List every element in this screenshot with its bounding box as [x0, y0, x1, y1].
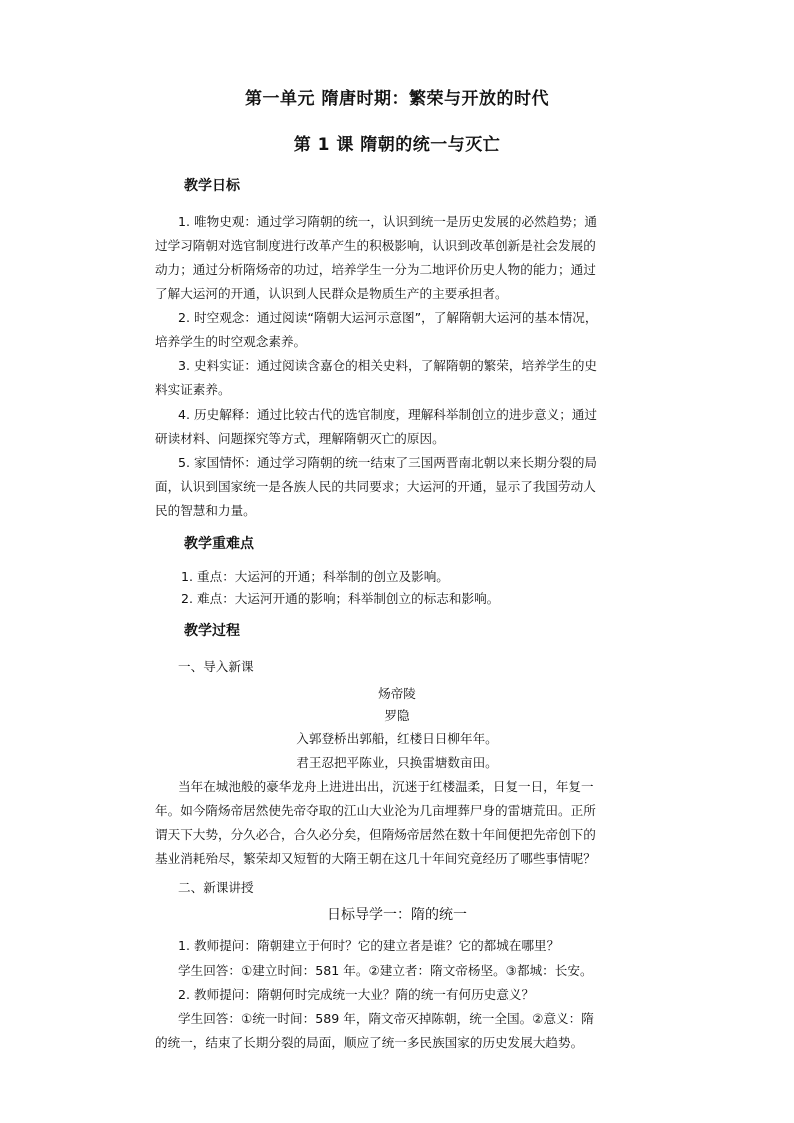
objective-5-line-1: 5. 家国情怀：通过学习隋朝的统一结束了三国两晋南北朝以来长期分裂的局 — [178, 455, 598, 470]
objective-1-line-4: 了解大运河的开通，认识到人民群众是物质生产的主要承担者。 — [155, 286, 508, 301]
poem-title: 炀帝陵 — [378, 686, 416, 701]
qa-line-3: 2. 教师提问：隋朝何时完成统一大业？隋的统一有何历史意义？ — [178, 987, 535, 1002]
intro-line-4: 基业消耗殆尽，繁荣却又短暂的大隋王朝在这几十年间究竟经历了哪些事情呢？ — [155, 851, 596, 866]
poem-line-1: 入郭登桥出郭船，红楼日日柳年年。 — [296, 731, 498, 746]
objective-4-line-2: 研读材料、问题探究等方式，理解隋朝灭亡的原因。 — [155, 431, 445, 446]
qa-line-5: 的统一，结束了长期分裂的局面，顺应了统一多民族国家的历史发展大趋势。 — [155, 1035, 584, 1050]
process-heading: 教学过程 — [184, 623, 240, 639]
objective-1-line-2: 过学习隋朝对选官制度进行改革产生的积极影响，认识到改革创新是社会发展的 — [155, 238, 596, 253]
part1-heading: 一、导入新课 — [178, 659, 254, 674]
qa-line-4: 学生回答：①统一时间：589 年，隋文帝灭掉陈朝，统一全国。②意义：隋 — [178, 1011, 594, 1026]
objective-1-line-3: 动力；通过分析隋炀帝的功过，培养学生一分为二地评价历史人物的能力；通过 — [155, 262, 596, 277]
intro-line-2: 年。如今隋炀帝居然使先帝夺取的江山大业沦为几亩埋葬尸身的雷塘荒田。正所 — [155, 803, 596, 818]
objective-5-line-2: 面，认识到国家统一是各族人民的共同要求；大运河的开通，显示了我国劳动人 — [155, 479, 596, 494]
part2-heading: 二、新课讲授 — [178, 880, 254, 895]
objective-4-line-1: 4. 历史解释：通过比较古代的选官制度，理解科举制创立的进步意义；通过 — [178, 407, 598, 422]
poem-line-2: 君王忍把平陈业，只换雷塘数亩田。 — [296, 755, 498, 770]
qa-line-1: 1. 教师提问：隋朝建立于何时？它的建立者是谁？它的都城在哪里？ — [178, 938, 560, 953]
poem-author: 罗隐 — [384, 708, 410, 723]
objectives-heading: 教学日标 — [184, 178, 240, 194]
key-points-heading: 教学重难点 — [184, 536, 254, 552]
lesson-title: 第 1 课 隋朝的统一与灭亡 — [293, 135, 501, 155]
intro-line-1: 当年在城池般的豪华龙舟上进进出出，沉迷于红楼温柔，日复一日，年复一 — [178, 779, 594, 794]
qa-line-2: 学生回答：①建立时间：581 年。②建立者：隋文帝杨坚。③都城：长安。 — [178, 963, 593, 978]
objective-1-line-1: 1. 唯物史观：通过学习隋朝的统一，认识到统一是历史发展的必然趋势；通 — [178, 214, 598, 229]
objective-5-line-3: 民的智慧和力量。 — [155, 503, 256, 518]
key-point-1: 1. 重点：大运河的开通；科举制的创立及影响。 — [181, 569, 449, 584]
objective-2-line-1: 2. 时空观念：通过阅读“隋朝大运河示意图”，了解隋朝大运河的基本情况， — [178, 310, 598, 325]
key-point-2: 2. 难点：大运河开通的影响；科举制创立的标志和影响。 — [181, 591, 500, 606]
goal1-title: 日标导学一：隋的统一 — [327, 907, 467, 923]
intro-line-3: 谓天下大势，分久必合，合久必分矣，但隋炀帝居然在数十年间便把先帝创下的 — [155, 827, 596, 842]
objective-3-line-1: 3. 史料实证：通过阅读含嘉仓的相关史料，了解隋朝的繁荣，培养学生的史 — [178, 358, 598, 373]
objective-2-line-2: 培养学生的时空观念素养。 — [155, 334, 307, 349]
objective-3-line-2: 料实证素养。 — [155, 382, 231, 397]
unit-title: 第一单元 隋唐时期：繁荣与开放的时代 — [245, 89, 549, 109]
